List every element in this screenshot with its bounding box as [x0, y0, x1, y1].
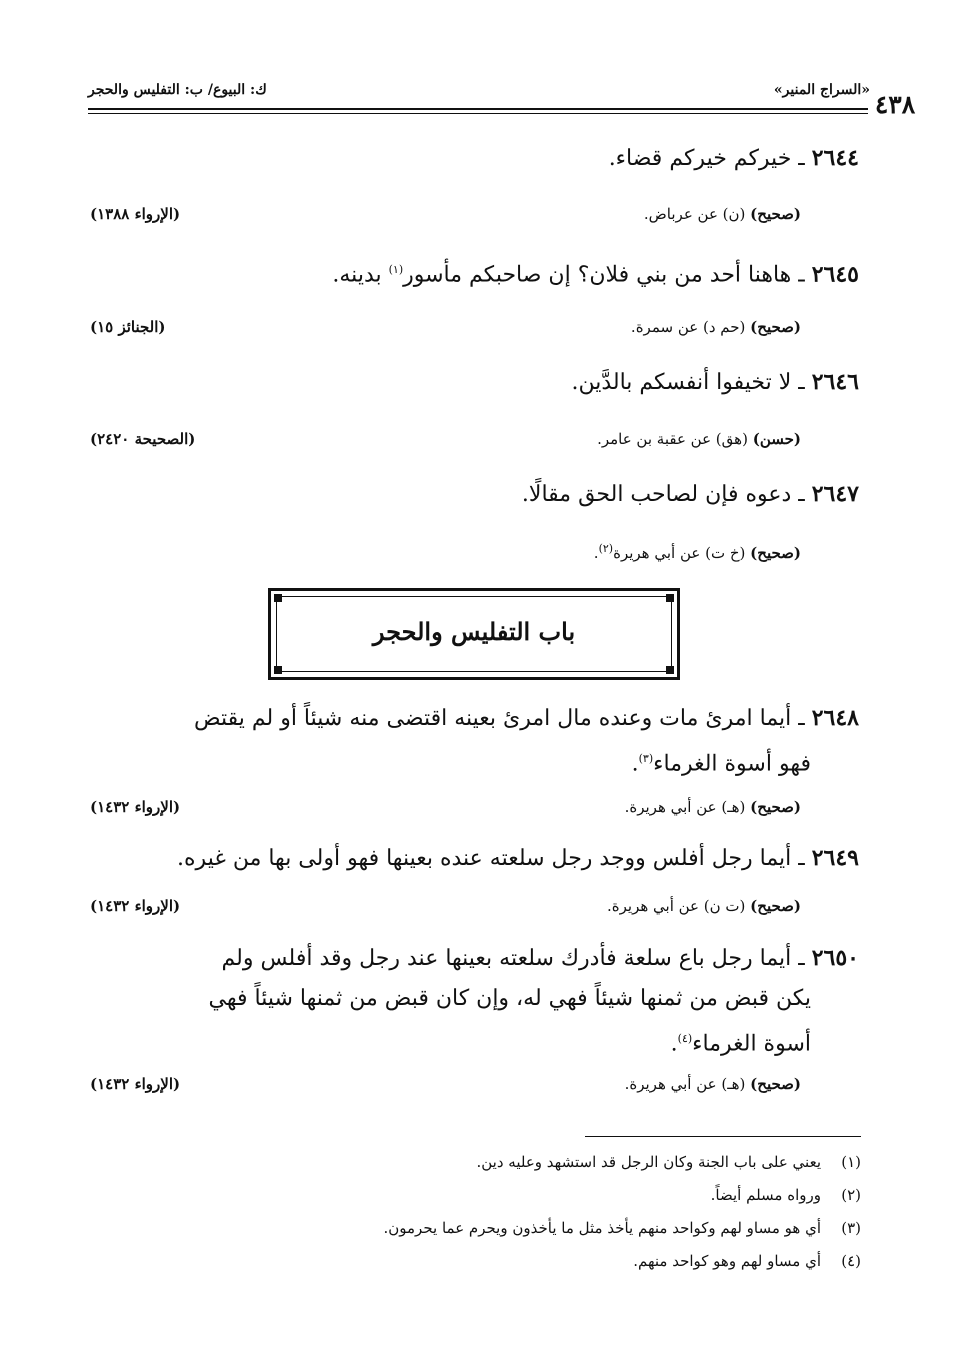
running-chapter: ك: البيوع/ ب: التفليس والحجر [88, 82, 267, 98]
hadith-grade: (صحيح) [750, 318, 801, 336]
footnote-marker: (٤) [677, 1032, 693, 1045]
hadith-number: ٢٦٥٠ [811, 945, 859, 971]
hadith-number: ٢٦٤٩ [811, 845, 859, 871]
footnote-rule [585, 1136, 861, 1137]
hadith-number: ٢٦٤٥ [811, 261, 859, 288]
footnote-text: أي هو مساو لهم وكواحد منهم يأخذ مثل ما يأخذون ويحرم عما يحرمون. [383, 1219, 821, 1237]
hadith-source [301, 1075, 801, 1093]
hadith-grade: (صحيح) [750, 205, 801, 223]
hadith-text [89, 138, 859, 179]
hadith-source [301, 318, 801, 336]
hadith-number: ٢٦٤٤ [811, 145, 859, 171]
hadith-text [89, 938, 859, 1064]
hadith-source [301, 430, 801, 448]
footnote [161, 1186, 861, 1204]
chapter-title: باب التفليس والحجر [372, 617, 576, 646]
footnote-marker: (٢) [598, 542, 614, 555]
chapter-heading-box [268, 588, 680, 680]
page-number: ٤٣٨ [874, 90, 916, 119]
footnote-text: أي مساو لهم وهو كواحد منهم. [633, 1252, 821, 1270]
hadith-source [301, 798, 801, 816]
hadith-grade: (حسن) [752, 430, 801, 448]
header-rule [88, 108, 868, 110]
hadith-body: ـ أيما رجل باع سلعة فأدرك سلعته بعينها عند رجل وقد أفلس ولم [221, 946, 805, 971]
hadith-grade: (صحيح) [750, 798, 801, 816]
hadith-body: ـ دعوه فإن لصاحب الحق مقالًا. [521, 482, 805, 507]
footnote [161, 1252, 861, 1270]
header-rule-thin [88, 113, 868, 114]
hadith-body-end: . [631, 751, 639, 777]
frame-corner-ornament [274, 594, 282, 602]
hadith-continuation: يكن قبض من ثمنها شيئاً فهي له، وإن كان قبض من ثمنها شيئاً فهي [208, 986, 811, 1011]
hadith-reference: (الصحيحة ٢٤٢٠) [90, 430, 196, 448]
footnote-marker: (٣) [638, 752, 654, 765]
hadith-reference: (الإرواء ١٤٣٢) [90, 798, 181, 816]
hadith-reference: (الإرواء ١٤٣٢) [90, 897, 181, 915]
hadith-continuation [89, 739, 859, 784]
hadith-narrator: (هـ) عن أبي هريرة. [624, 798, 746, 816]
hadith-reference: (الإرواء ١٤٣٢) [90, 1075, 181, 1093]
hadith-text [89, 474, 859, 515]
frame-corner-ornament [274, 666, 282, 674]
hadith-number: ٢٦٤٦ [811, 369, 859, 395]
hadith-text [89, 362, 859, 403]
hadith-body: ـ هاهنا أحد من بني فلان؟ إن صاحبكم مأسور [403, 262, 805, 288]
hadith-grade: (صحيح) [750, 1075, 801, 1093]
hadith-number: ٢٦٤٧ [811, 481, 859, 507]
hadith-narrator: (ت ن) عن أبي هريرة. [606, 897, 746, 915]
footnote-text: يعني على باب الجنة وكان الرجل قد استشهد وعليه دين. [476, 1153, 821, 1171]
hadith-source [301, 542, 801, 562]
hadith-body-end: بدينه. [332, 262, 389, 288]
hadith-reference: (الإرواء ١٣٨٨) [90, 205, 181, 223]
footnote-marker: (١) [388, 263, 404, 276]
hadith-text [89, 250, 859, 295]
footnote [161, 1153, 861, 1171]
hadith-text [89, 838, 859, 879]
footnote [161, 1219, 861, 1237]
hadith-body: ـ خيركم خيركم قضاء. [608, 146, 805, 171]
footnote-number: (١) [841, 1153, 861, 1171]
book-title: «السراج المنير» [773, 82, 870, 98]
hadith-narrator: (حم د) عن سمرة. [630, 318, 746, 336]
hadith-source [301, 205, 801, 223]
footnote-text: ورواه مسلم أيضاً. [710, 1186, 821, 1204]
hadith-narrator: (هـ) عن أبي هريرة. [624, 1075, 746, 1093]
hadith-source [301, 897, 801, 915]
source-end: . [593, 544, 599, 562]
footnote-number: (٤) [841, 1252, 861, 1270]
hadith-narrator: (ن) عن عرباض. [643, 205, 746, 223]
hadith-narrator: (خ ت) عن أبي هريرة [613, 544, 746, 562]
hadith-body: ـ لا تخيفوا أنفسكم بالدَّين. [571, 370, 805, 395]
hadith-text [89, 698, 859, 784]
hadith-body: ـ أيما رجل أفلس ووجد رجل سلعته عنده بعينها فهو أولى بها من غيره. [177, 846, 805, 871]
footnote-number: (٣) [841, 1219, 861, 1237]
frame-corner-ornament [666, 594, 674, 602]
hadith-body: ـ أيما امرئ مات وعنده مال امرئ بعينه اقتضى منه شيئاً أو لم يقتض [194, 706, 805, 731]
footnote-number: (٢) [841, 1186, 861, 1204]
hadith-grade: (صحيح) [750, 544, 801, 562]
hadith-reference: (الجنائز ١٥) [90, 318, 166, 336]
frame-corner-ornament [666, 666, 674, 674]
hadith-narrator: (هق) عن عقبة بن عامر. [597, 430, 748, 448]
hadith-number: ٢٦٤٨ [811, 705, 859, 731]
hadith-grade: (صحيح) [750, 897, 801, 915]
hadith-continuation [89, 1019, 859, 1064]
hadith-body-cont: أسوة الغرماء [692, 1031, 811, 1057]
hadith-body-cont: فهو أسوة الغرماء [653, 751, 811, 777]
hadith-body-end: . [670, 1031, 678, 1057]
